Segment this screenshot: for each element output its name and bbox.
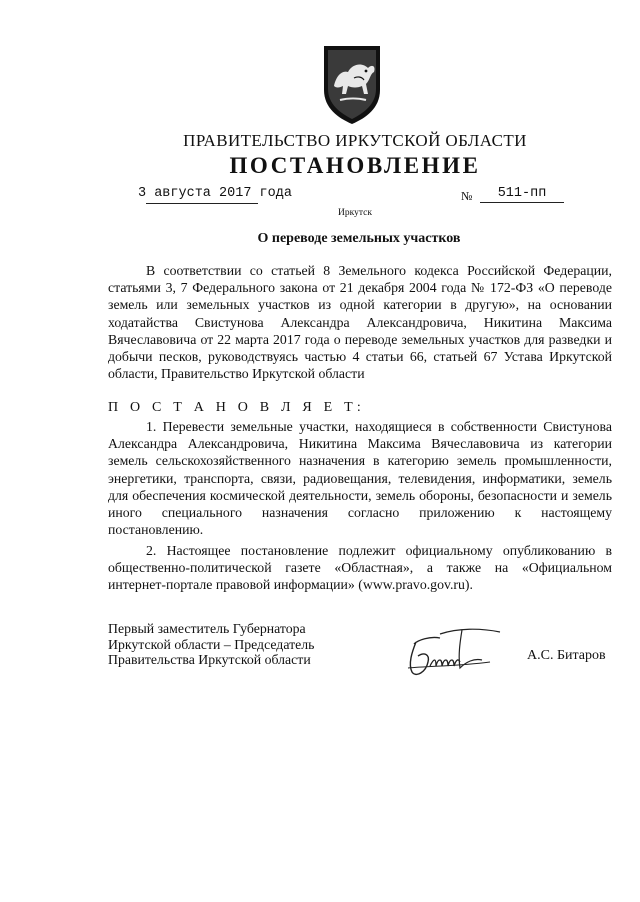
signer-position	[108, 621, 314, 668]
document-type: ПОСТАНОВЛЕНИЕ	[229, 153, 481, 178]
document-date: 3 августа 2017 года	[138, 186, 292, 201]
coat-of-arms-icon	[318, 42, 386, 126]
signer-name: А.С. Битаров	[527, 648, 606, 663]
document-subject: О переводе земельных участков	[257, 231, 461, 246]
number-sign: №	[461, 189, 473, 203]
resolves-heading: П О С Т А Н О В Л Я Е Т:	[108, 400, 365, 415]
signer-position-line-1: Первый заместитель Губернатора	[108, 621, 306, 636]
document-number: 511-пп	[480, 186, 564, 203]
city-name: Иркутск	[338, 208, 372, 218]
signer-position-line-2: Иркутской области – Председатель	[108, 636, 315, 652]
signer-position-line-3: Правительства Иркутской области	[108, 652, 311, 668]
government-title: ПРАВИТЕЛЬСТВО ИРКУТСКОЙ ОБЛАСТИ	[183, 131, 527, 150]
item-1-paragraph: 1. Перевести земельные участки, находящиеся в собственности Свистунова Александра Александровича, Никитина Максима Вячеславовича из категории земель сельскохозяйственного назначения в категорию земель промышленности, энергетики, транспорта, связи, радиовещания, телевидения, информатики, земель для обеспечения космической деятельности, земель обороны, безопасности и земель иного специального назначения согласно приложению к настоящему постановлению.	[108, 419, 612, 538]
intro-paragraph: В соответствии со статьей 8 Земельного кодекса Российской Федерации, статьями 3, 7 Федерального закона от 21 декабря 2004 года № 172-ФЗ «О переводе земель или земельных участков из одной категории в другую», на основании ходатайства Свистунова Александра Александровича, Никитина Максима Вячеславовича от 22 марта 2017 года о переводе земельных участков для разведки и добычи песков, руководствуясь частью 4 статьи 66, статьей 67 Устава Иркутской области, Правительство Иркутской области	[108, 263, 612, 382]
date-underline	[146, 203, 258, 204]
handwritten-signature-icon	[400, 622, 510, 682]
item-2-paragraph: 2. Настоящее постановление подлежит официальному опубликованию в общественно-политической газете «Областная», а также на «Официальном интернет-портале правовой информации» (www.pravo.gov.ru).	[108, 543, 612, 593]
